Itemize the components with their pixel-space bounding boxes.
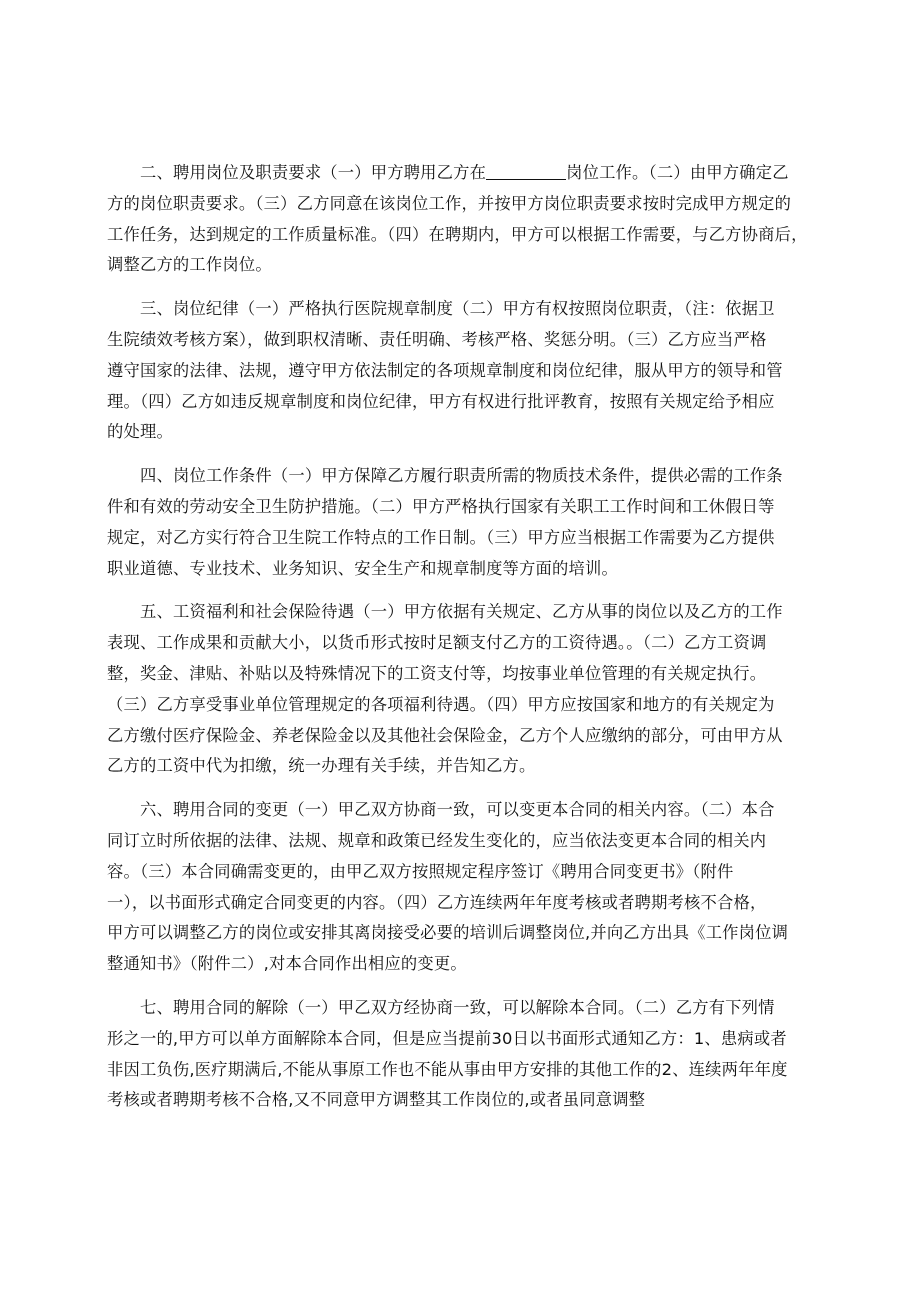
text-line: 整，奖金、津贴、补贴以及特殊情况下的工资支付等，均按事业单位管理的有关规定执行。 (107, 663, 767, 683)
text-line: 调整乙方的工作岗位。 (107, 255, 272, 275)
section-4-paragraph (107, 461, 823, 584)
text-line: 乙方缴付医疗保险金、养老保险金以及其他社会保险金，乙方个人应缴纳的部分，可由甲方从 (107, 725, 783, 745)
text-line: 的处理。 (107, 422, 173, 442)
text-line: 理。（四）乙方如违反规章制度和岗位纪律，甲方有权进行批评教育，按照有关规定给予相应 (107, 391, 775, 411)
text-line: 考核或者聘期考核不合格,又不同意甲方调整其工作岗位的,或者虽同意调整 (107, 1090, 646, 1110)
text-line: 五、工资福利和社会保险待遇（一）甲方依据有关规定、乙方从事的岗位以及乙方的工作 (140, 602, 783, 622)
text-line: 表现、工作成果和贡献大小，以货币形式按时足额支付乙方的工资待遇。。（二）乙方工资调 (107, 633, 767, 653)
text-line: （三）乙方享受事业单位管理规定的各项福利待遇。（四）甲方应按国家和地方的有关规定为 (107, 694, 775, 714)
text-line: 六、聘用合同的变更（一）甲乙双方协商一致，可以变更本合同的相关内容。（二）本合 (140, 800, 775, 820)
text-segment: 岗位工作。（二）由甲方确定乙 (566, 163, 789, 182)
text-line: 非因工负伤,医疗期满后,不能从事原工作也不能从事由甲方安排的其他工作的2、连续两年年度 (107, 1059, 788, 1079)
section-3-paragraph (107, 294, 823, 448)
text-line: 工作任务，达到规定的工作质量标准。（四）在聘期内，甲方可以根据工作需要，与乙方协商后， (107, 224, 808, 244)
text-line: 形之一的,甲方可以单方面解除本合同，但是应当提前30日以书面形式通知乙方：1、患病或者 (107, 1028, 787, 1048)
text-line: 整通知书》（附件二）,对本合同作出相应的变更。 (107, 954, 467, 974)
text-line: 职业道德、专业技术、业务知识、安全生产和规章制度等方面的培训。 (107, 558, 618, 578)
text-line (107, 158, 823, 189)
text-line: 三、岗位纪律（一）严格执行医院规章制度（二）甲方有权按照岗位职责，（注：依据卫 (140, 299, 775, 319)
text-line: 遵守国家的法律、法规，遵守甲方依法制定的各项规章制度和岗位纪律，服从甲方的领导和管 (107, 360, 783, 380)
text-segment: 二、聘用岗位及职责要求（一）甲方聘用乙方在 (140, 163, 487, 182)
section-7-paragraph (107, 993, 823, 1116)
text-line: 容。（三）本合同确需变更的，由甲乙双方按照规定程序签订《聘用合同变更书》（附件 (107, 861, 734, 881)
section-2-paragraph (107, 158, 823, 281)
text-line: 甲方可以调整乙方的岗位或安排其离岗接受必要的培训后调整岗位,并向乙方出具《工作岗位调 (107, 923, 789, 943)
text-line: 件和有效的劳动安全卫生防护措施。（二）甲方严格执行国家有关职工工作时间和工休假日等 (107, 496, 775, 516)
text-line: 一），以书面形式确定合同变更的内容。（四）乙方连续两年年度考核或者聘期考核不合格， (107, 892, 767, 912)
text-line: 七、聘用合同的解除（一）甲乙双方经协商一致，可以解除本合同。（二）乙方有下列情 (140, 997, 775, 1017)
text-line: 方的岗位职责要求。（三）乙方同意在该岗位工作，并按甲方岗位职责要求按时完成甲方规定的 (107, 193, 792, 213)
text-line: 生院绩效考核方案），做到职权清晰、责任明确、考核严格、奖惩分明。（三）乙方应当严格 (107, 329, 767, 349)
text-line: 同订立时所依据的法律、法规、规章和政策已经发生变化的，应当依法变更本合同的相关内 (107, 830, 767, 850)
blank-fill-line (486, 161, 566, 180)
section-5-paragraph (107, 597, 823, 782)
text-line: 四、岗位工作条件（一）甲方保障乙方履行职责所需的物质技术条件，提供必需的工作条 (140, 466, 783, 486)
section-6-paragraph (107, 795, 823, 980)
text-line: 乙方的工资中代为扣缴，统一办理有关手续，并告知乙方。 (107, 756, 536, 776)
text-line: 规定，对乙方实行符合卫生院工作特点的工作日制。（三）甲方应当根据工作需要为乙方提供 (107, 527, 775, 547)
contract-page (107, 158, 823, 1129)
